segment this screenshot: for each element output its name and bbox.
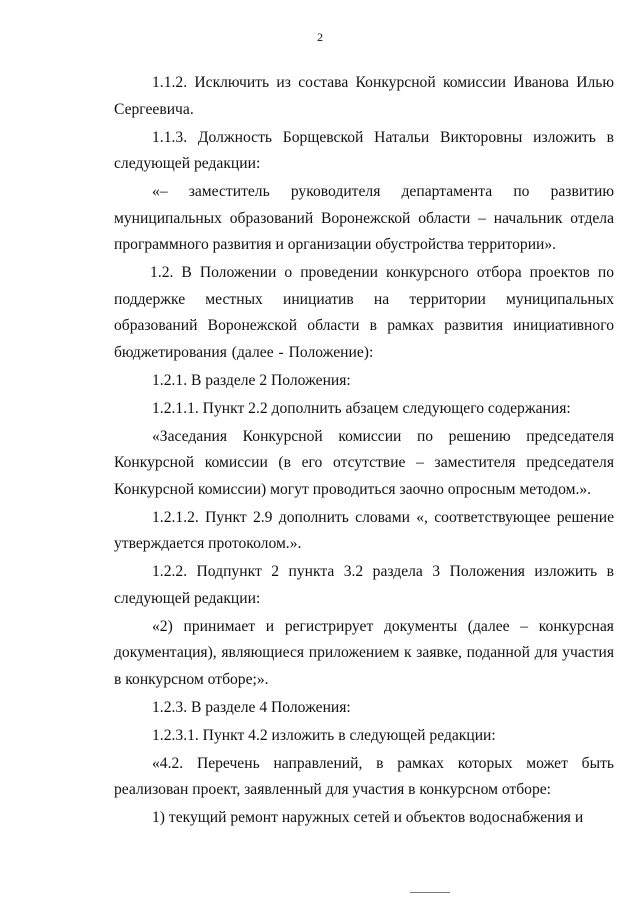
document-body <box>114 70 614 833</box>
page-number: 2 <box>317 30 323 44</box>
paragraph-documents-quote: «2) принимает и регистрирует документы (далее – конкурсная документация), являющиеся приложением к заявке, поданной для участия в конкурсном отборе;». <box>114 617 614 688</box>
paragraph-1-2-2: 1.2.2. Подпункт 2 пункта 3.2 раздела 3 Положения изложить в следующей редакции: <box>114 563 614 607</box>
paragraph-1-2: 1.2. В Положении о проведении конкурсного отбора проектов по поддержке местных инициатив на территории муниципальных образований Воронежской области в рамках развития инициативного бюджетирования (далее - Положение): <box>114 264 614 361</box>
paragraph-4-2-quote: «4.2. Перечень направлений, в рамках которых может быть реализован проект, заявленный для участия в конкурсном отборе: <box>114 754 614 798</box>
paragraph-1-2-3: 1.2.3. В разделе 4 Положения: <box>152 698 351 716</box>
paragraph-1-2-3-1: 1.2.3.1. Пункт 4.2 изложить в следующей редакции: <box>152 726 496 744</box>
paragraph-position-quote: «– заместитель руководителя департамента по развитию муниципальных образований Воронежской области – начальник отдела программного развития и организации обустройства территории». <box>114 183 614 253</box>
paragraph-meeting-quote: «Заседания Конкурсной комиссии по решению председателя Конкурсной комиссии (в его отсутствие – заместителя председателя Конкурсной комиссии) могут проводиться заочно опросным методом.». <box>114 427 614 498</box>
paragraph-1-2-1: 1.2.1. В разделе 2 Положения: <box>152 371 351 389</box>
paragraph-list-item-1: 1) текущий ремонт наружных сетей и объектов водоснабжения и <box>152 809 584 826</box>
paragraph-1-2-1-1: 1.2.1.1. Пункт 2.2 дополнить абзацем следующего содержания: <box>152 399 571 417</box>
paragraph-1-1-3: 1.1.3. Должность Борщевской Натальи Викторовны изложить в следующей редакции: <box>114 128 614 172</box>
paragraph-1-2-1-2: 1.2.1.2. Пункт 2.9 дополнить словами «, соответствующее решение утверждается протоколом.». <box>114 508 614 552</box>
paragraph-1-1-2: 1.1.2. Исключить из состава Конкурсной комиссии Иванова Илью Сергеевича. <box>114 74 614 118</box>
scan-mark <box>410 892 450 893</box>
